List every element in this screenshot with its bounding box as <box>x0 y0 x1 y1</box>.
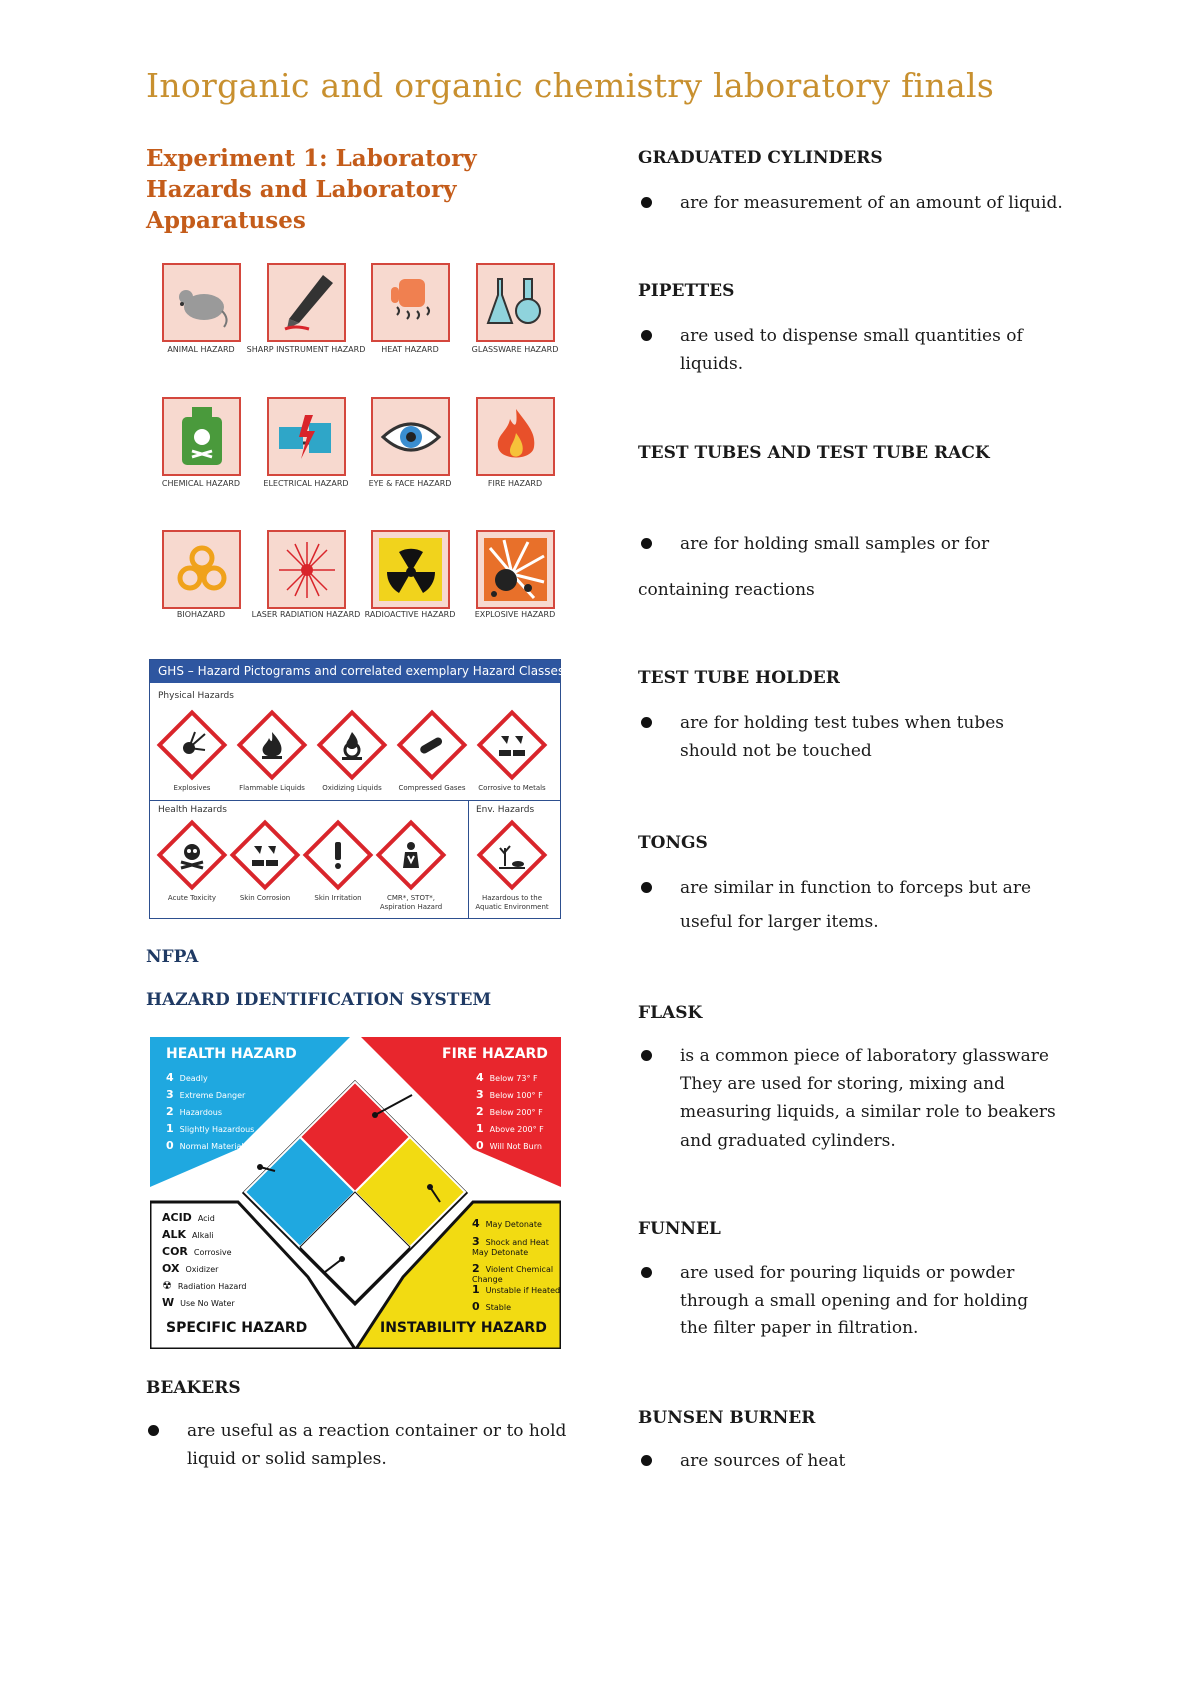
corrosion-icon <box>487 720 537 770</box>
sign-label: BIOHAZARD <box>176 610 226 619</box>
fire-hazard-title: FIRE HAZARD <box>442 1046 548 1062</box>
nfpa-hazard-diagram <box>150 1037 561 1349</box>
bullet-text: liquids. <box>680 354 744 374</box>
specific-row: W Use No Water <box>162 1296 235 1309</box>
sign-label: HEAT HAZARD <box>381 345 439 354</box>
fire-row: 1 Above 200° F <box>476 1122 544 1135</box>
radiation-icon <box>379 538 442 601</box>
glassware-hazard-sign <box>476 263 555 342</box>
skull-icon <box>167 830 217 880</box>
specific-row: ALK Alkali <box>162 1228 214 1241</box>
health-silhouette-icon <box>386 830 436 880</box>
corrosion-icon <box>240 830 290 880</box>
bullet-text: are sources of heat <box>680 1451 846 1471</box>
explosion-icon <box>484 538 547 601</box>
sign-label: LASER RADIATION HAZARD <box>251 610 361 619</box>
ghs-label: Skin Irritation <box>314 894 362 902</box>
instability-row: 3 Shock and Heat May Detonate <box>472 1235 549 1257</box>
explosion-icon <box>167 720 217 770</box>
bullet-text: should not be touched <box>680 741 872 761</box>
specific-row: COR Corrosive <box>162 1245 232 1258</box>
biohazard-icon <box>170 538 233 601</box>
ghs-label: Explosives <box>173 784 211 792</box>
ghs-health-label: Health Hazards <box>158 805 227 815</box>
sign-label: CHEMICAL HAZARD <box>161 479 241 488</box>
health-row: 1 Slightly Hazardous <box>166 1122 255 1135</box>
sign-label: EXPLOSIVE HAZARD <box>474 610 556 619</box>
health-row: 0 Normal Material <box>166 1139 244 1152</box>
ghs-pictogram-table <box>149 659 565 919</box>
specific-row: ACID Acid <box>162 1211 215 1224</box>
bullet-dot <box>641 538 652 549</box>
instability-hazard-title: INSTABILITY HAZARD <box>380 1320 547 1336</box>
sign-label: GLASSWARE HAZARD <box>471 345 559 354</box>
bullet-dot <box>641 1050 652 1061</box>
fire-row: 4 Below 73° F <box>476 1071 538 1084</box>
plug-icon <box>275 405 338 468</box>
section-heading-pipettes: PIPETTES <box>638 281 735 301</box>
sign-label: ELECTRICAL HAZARD <box>263 479 349 488</box>
bullet-text: containing reactions <box>638 580 815 600</box>
mouse-icon <box>170 271 233 334</box>
fire-row: 3 Below 100° F <box>476 1088 543 1101</box>
sign-label: EYE & FACE HAZARD <box>368 479 452 488</box>
bullet-text: and graduated cylinders. <box>680 1131 896 1151</box>
bullet-text: are for holding test tubes when tubes <box>680 713 1005 733</box>
sign-label: ANIMAL HAZARD <box>167 345 235 354</box>
bullet-text: are used to dispense small quantities of <box>680 326 1023 346</box>
section-heading-graduated-cylinders: GRADUATED CYLINDERS <box>638 148 883 168</box>
bullet-dot <box>641 882 652 893</box>
sharp-instrument-hazard-sign <box>267 263 346 342</box>
bullet-dot <box>641 330 652 341</box>
bullet-text: the filter paper in filtration. <box>680 1318 919 1338</box>
section-heading-test-tubes: TEST TUBES AND TEST TUBE RACK <box>638 443 990 463</box>
laser-icon <box>275 538 338 601</box>
bullet-text: liquid or solid samples. <box>187 1449 387 1469</box>
ghs-label: Oxidizing Liquids <box>322 784 382 792</box>
ghs-divider <box>150 800 560 801</box>
bullet-text: They are used for storing, mixing and <box>680 1074 1005 1094</box>
instability-row: 1 Unstable if Heated <box>472 1283 561 1296</box>
health-hazard-title: HEALTH HAZARD <box>166 1046 297 1062</box>
ghs-label: CMR*, STOT*, Aspiration Hazard <box>379 894 443 911</box>
page-title: Inorganic and organic chemistry laboratory finals <box>146 66 995 105</box>
bullet-text: measuring liquids, a similar role to beakers <box>680 1102 1056 1122</box>
section-heading-beakers: BEAKERS <box>146 1378 241 1398</box>
eye-icon <box>379 405 442 468</box>
fire-row: 2 Below 200° F <box>476 1105 543 1118</box>
flame-icon <box>247 720 297 770</box>
specific-hazard-title: SPECIFIC HAZARD <box>166 1320 308 1336</box>
bullet-dot <box>641 717 652 728</box>
section-heading-test-tube-holder: TEST TUBE HOLDER <box>638 668 840 688</box>
bullet-dot <box>641 197 652 208</box>
radioactive-hazard-sign <box>371 530 450 609</box>
specific-row: ☢ Radiation Hazard <box>162 1279 247 1292</box>
bullet-text: are for measurement of an amount of liquid. <box>680 193 1063 213</box>
ghs-label: Flammable Liquids <box>239 784 305 792</box>
bullet-text: useful for larger items. <box>680 912 879 932</box>
ghs-label: Corrosive to Metals <box>478 784 546 792</box>
gas-cylinder-icon <box>407 720 457 770</box>
experiment-title: Experiment 1: Laboratory Hazards and Laboratory Apparatuses <box>146 145 477 234</box>
biohazard-sign <box>162 530 241 609</box>
health-row: 3 Extreme Danger <box>166 1088 246 1101</box>
section-heading-tongs: TONGS <box>638 833 708 853</box>
fire-hazard-sign <box>476 397 555 476</box>
chemical-hazard-sign <box>162 397 241 476</box>
heat-hazard-sign <box>371 263 450 342</box>
instability-row: 0 Stable <box>472 1300 511 1313</box>
bullet-dot <box>148 1425 159 1436</box>
sign-label: RADIOACTIVE HAZARD <box>364 610 456 619</box>
nfpa-heading: NFPA <box>146 947 199 967</box>
ghs-divider <box>468 800 469 918</box>
health-row: 2 Hazardous <box>166 1105 223 1118</box>
ghs-title: GHS – Hazard Pictograms and correlated exemplary Hazard Classes <box>150 660 560 683</box>
instability-row: 2 Violent Chemical Change <box>472 1262 554 1284</box>
ghs-label: Acute Toxicity <box>167 894 217 902</box>
ghs-label: Hazardous to the Aquatic Environment <box>475 894 549 911</box>
explosive-hazard-sign <box>476 530 555 609</box>
laser-radiation-hazard-sign <box>267 530 346 609</box>
bullet-dot <box>641 1455 652 1466</box>
flask-icon <box>484 271 547 334</box>
hand-heat-icon <box>379 271 442 334</box>
poison-bottle-icon <box>170 405 233 468</box>
flame-over-circle-icon <box>327 720 377 770</box>
ghs-env-label: Env. Hazards <box>476 805 535 815</box>
bullet-text: are useful as a reaction container or to hold <box>187 1421 567 1441</box>
dead-tree-fish-icon <box>487 830 537 880</box>
bullet-text: are for holding small samples or for <box>680 534 990 554</box>
specific-row: OX Oxidizer <box>162 1262 219 1275</box>
fire-row: 0 Will Not Burn <box>476 1139 542 1152</box>
nfpa-subheading: HAZARD IDENTIFICATION SYSTEM <box>146 990 492 1010</box>
bullet-text: is a common piece of laboratory glassware <box>680 1046 1049 1066</box>
bullet-text: are used for pouring liquids or powder <box>680 1263 1015 1283</box>
sign-label: FIRE HAZARD <box>487 479 543 488</box>
eye-face-hazard-sign <box>371 397 450 476</box>
section-heading-funnel: FUNNEL <box>638 1219 721 1239</box>
bullet-text: through a small opening and for holding <box>680 1291 1029 1311</box>
sign-label: SHARP INSTRUMENT HAZARD <box>246 345 366 354</box>
section-heading-bunsen-burner: BUNSEN BURNER <box>638 1408 816 1428</box>
bullet-dot <box>641 1267 652 1278</box>
instability-row: 4 May Detonate <box>472 1217 542 1230</box>
health-row: 4 Deadly <box>166 1071 208 1084</box>
section-heading-flask: FLASK <box>638 1003 703 1023</box>
ghs-label: Skin Corrosion <box>239 894 291 902</box>
ghs-label: Compressed Gases <box>398 784 466 792</box>
animal-hazard-sign <box>162 263 241 342</box>
pen-icon <box>275 271 338 334</box>
bullet-text: are similar in function to forceps but are <box>680 878 1032 898</box>
exclamation-icon <box>313 830 363 880</box>
flame-icon <box>484 405 547 468</box>
ghs-physical-label: Physical Hazards <box>158 691 234 701</box>
electrical-hazard-sign <box>267 397 346 476</box>
